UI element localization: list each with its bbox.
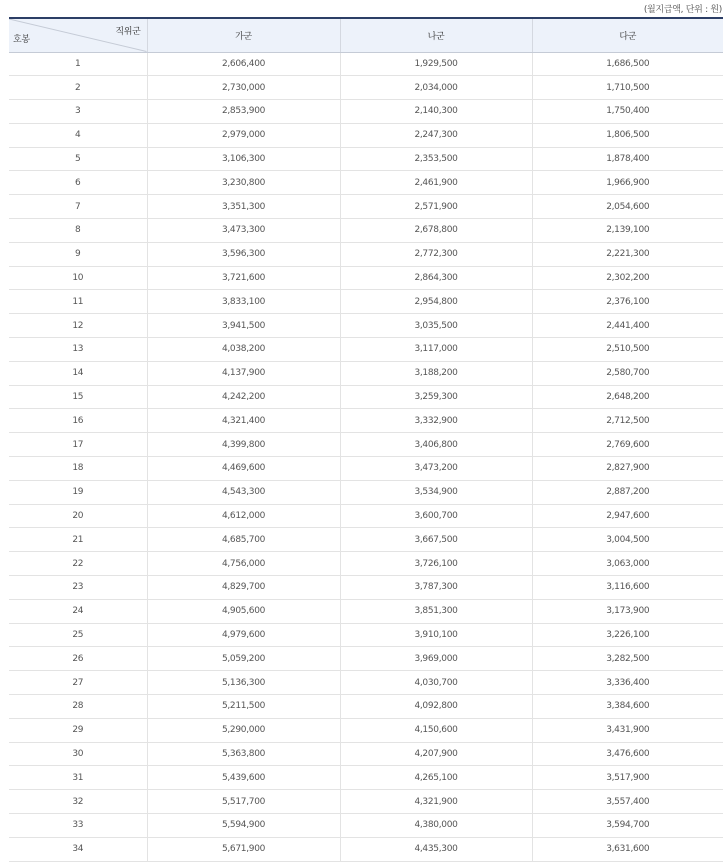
table-row [9, 195, 723, 219]
da-cell: 2,887,200 [532, 480, 723, 504]
da-cell: 2,302,200 [532, 266, 723, 290]
ga-cell: 3,230,800 [147, 171, 340, 195]
ga-cell: 3,473,300 [147, 219, 340, 243]
da-cell: 3,594,700 [532, 814, 723, 838]
step-cell: 26 [9, 647, 147, 671]
da-cell: 2,054,600 [532, 195, 723, 219]
step-cell: 8 [9, 219, 147, 243]
salary-table [9, 17, 723, 862]
ga-cell: 4,543,300 [147, 480, 340, 504]
ga-cell: 5,517,700 [147, 790, 340, 814]
grade-step-label: 호봉 [13, 34, 30, 45]
na-cell: 2,247,300 [340, 123, 532, 147]
step-cell: 16 [9, 409, 147, 433]
step-cell: 21 [9, 528, 147, 552]
table-row [9, 576, 723, 600]
na-cell: 2,034,000 [340, 76, 532, 100]
step-cell: 23 [9, 576, 147, 600]
step-cell: 27 [9, 671, 147, 695]
da-cell: 3,431,900 [532, 718, 723, 742]
na-cell: 4,030,700 [340, 671, 532, 695]
na-cell: 2,864,300 [340, 266, 532, 290]
step-cell: 7 [9, 195, 147, 219]
ga-cell: 3,106,300 [147, 147, 340, 171]
table-row [9, 409, 723, 433]
na-cell: 3,787,300 [340, 576, 532, 600]
na-cell: 3,910,100 [340, 623, 532, 647]
ga-cell: 4,829,700 [147, 576, 340, 600]
na-cell: 3,035,500 [340, 314, 532, 338]
da-cell: 3,336,400 [532, 671, 723, 695]
table-row [9, 290, 723, 314]
table-row [9, 338, 723, 362]
table-row [9, 671, 723, 695]
ga-cell: 4,038,200 [147, 338, 340, 362]
ga-cell: 4,685,700 [147, 528, 340, 552]
column-header-ga: 가군 [147, 18, 340, 52]
table-row [9, 623, 723, 647]
table-row [9, 814, 723, 838]
ga-cell: 2,979,000 [147, 123, 340, 147]
step-cell: 4 [9, 123, 147, 147]
table-row [9, 433, 723, 457]
table-row [9, 219, 723, 243]
step-cell: 32 [9, 790, 147, 814]
na-cell: 4,265,100 [340, 766, 532, 790]
ga-cell: 5,290,000 [147, 718, 340, 742]
da-cell: 1,878,400 [532, 147, 723, 171]
table-row [9, 718, 723, 742]
na-cell: 4,435,300 [340, 837, 532, 861]
na-cell: 3,969,000 [340, 647, 532, 671]
step-cell: 11 [9, 290, 147, 314]
ga-cell: 4,242,200 [147, 385, 340, 409]
table-row [9, 742, 723, 766]
da-cell: 2,376,100 [532, 290, 723, 314]
ga-cell: 2,730,000 [147, 76, 340, 100]
step-cell: 2 [9, 76, 147, 100]
table-row [9, 361, 723, 385]
da-cell: 3,226,100 [532, 623, 723, 647]
na-cell: 3,667,500 [340, 528, 532, 552]
table-row [9, 52, 723, 76]
step-cell: 22 [9, 552, 147, 576]
na-cell: 3,726,100 [340, 552, 532, 576]
step-cell: 20 [9, 504, 147, 528]
ga-cell: 5,363,800 [147, 742, 340, 766]
ga-cell: 3,721,600 [147, 266, 340, 290]
table-row [9, 790, 723, 814]
step-cell: 19 [9, 480, 147, 504]
ga-cell: 4,979,600 [147, 623, 340, 647]
na-cell: 2,353,500 [340, 147, 532, 171]
ga-cell: 5,671,900 [147, 837, 340, 861]
ga-cell: 4,321,400 [147, 409, 340, 433]
da-cell: 2,712,500 [532, 409, 723, 433]
step-cell: 24 [9, 599, 147, 623]
step-cell: 28 [9, 695, 147, 719]
da-cell: 2,769,600 [532, 433, 723, 457]
da-cell: 1,686,500 [532, 52, 723, 76]
table-row [9, 242, 723, 266]
ga-cell: 5,136,300 [147, 671, 340, 695]
na-cell: 3,534,900 [340, 480, 532, 504]
na-cell: 3,259,300 [340, 385, 532, 409]
table-row [9, 766, 723, 790]
step-cell: 34 [9, 837, 147, 861]
table-row [9, 837, 723, 861]
step-cell: 6 [9, 171, 147, 195]
ga-cell: 5,594,900 [147, 814, 340, 838]
step-cell: 1 [9, 52, 147, 76]
na-cell: 2,954,800 [340, 290, 532, 314]
ga-cell: 5,211,500 [147, 695, 340, 719]
da-cell: 3,004,500 [532, 528, 723, 552]
da-cell: 1,750,400 [532, 100, 723, 124]
ga-cell: 4,905,600 [147, 599, 340, 623]
da-cell: 3,517,900 [532, 766, 723, 790]
na-cell: 4,207,900 [340, 742, 532, 766]
na-cell: 3,473,200 [340, 457, 532, 481]
da-cell: 2,648,200 [532, 385, 723, 409]
na-cell: 3,600,700 [340, 504, 532, 528]
ga-cell: 3,833,100 [147, 290, 340, 314]
step-cell: 18 [9, 457, 147, 481]
na-cell: 1,929,500 [340, 52, 532, 76]
table-row [9, 76, 723, 100]
ga-cell: 4,756,000 [147, 552, 340, 576]
na-cell: 4,092,800 [340, 695, 532, 719]
ga-cell: 4,612,000 [147, 504, 340, 528]
da-cell: 3,173,900 [532, 599, 723, 623]
da-cell: 1,710,500 [532, 76, 723, 100]
ga-cell: 3,941,500 [147, 314, 340, 338]
step-cell: 33 [9, 814, 147, 838]
column-header-da: 다군 [532, 18, 723, 52]
header-corner-cell [9, 18, 147, 52]
table-row [9, 457, 723, 481]
table-row [9, 147, 723, 171]
table-row [9, 123, 723, 147]
ga-cell: 4,399,800 [147, 433, 340, 457]
da-cell: 2,139,100 [532, 219, 723, 243]
da-cell: 2,441,400 [532, 314, 723, 338]
da-cell: 1,966,900 [532, 171, 723, 195]
na-cell: 4,321,900 [340, 790, 532, 814]
table-row [9, 599, 723, 623]
da-cell: 3,557,400 [532, 790, 723, 814]
step-cell: 15 [9, 385, 147, 409]
table-row [9, 695, 723, 719]
da-cell: 3,063,000 [532, 552, 723, 576]
da-cell: 3,631,600 [532, 837, 723, 861]
da-cell: 3,116,600 [532, 576, 723, 600]
da-cell: 2,221,300 [532, 242, 723, 266]
table-row [9, 100, 723, 124]
table-header-row [9, 18, 723, 52]
step-cell: 3 [9, 100, 147, 124]
da-cell: 2,510,500 [532, 338, 723, 362]
step-cell: 25 [9, 623, 147, 647]
step-cell: 10 [9, 266, 147, 290]
ga-cell: 3,596,300 [147, 242, 340, 266]
table-row [9, 647, 723, 671]
da-cell: 3,282,500 [532, 647, 723, 671]
step-cell: 9 [9, 242, 147, 266]
step-cell: 29 [9, 718, 147, 742]
da-cell: 3,384,600 [532, 695, 723, 719]
na-cell: 3,851,300 [340, 599, 532, 623]
table-row [9, 528, 723, 552]
unit-note: (월지급액, 단위 : 원) [643, 5, 722, 15]
position-group-label: 직위군 [115, 27, 141, 37]
step-cell: 14 [9, 361, 147, 385]
step-cell: 13 [9, 338, 147, 362]
table-row [9, 552, 723, 576]
na-cell: 3,332,900 [340, 409, 532, 433]
da-cell: 2,580,700 [532, 361, 723, 385]
ga-cell: 2,606,400 [147, 52, 340, 76]
da-cell: 3,476,600 [532, 742, 723, 766]
na-cell: 4,380,000 [340, 814, 532, 838]
na-cell: 2,140,300 [340, 100, 532, 124]
da-cell: 1,806,500 [532, 123, 723, 147]
column-header-na: 나군 [340, 18, 532, 52]
step-cell: 31 [9, 766, 147, 790]
table-row [9, 385, 723, 409]
na-cell: 4,150,600 [340, 718, 532, 742]
ga-cell: 2,853,900 [147, 100, 340, 124]
step-cell: 12 [9, 314, 147, 338]
step-cell: 30 [9, 742, 147, 766]
table-row [9, 504, 723, 528]
table-row [9, 314, 723, 338]
na-cell: 2,571,900 [340, 195, 532, 219]
na-cell: 2,678,800 [340, 219, 532, 243]
na-cell: 3,406,800 [340, 433, 532, 457]
na-cell: 3,188,200 [340, 361, 532, 385]
da-cell: 2,827,900 [532, 457, 723, 481]
table-row [9, 266, 723, 290]
step-cell: 17 [9, 433, 147, 457]
na-cell: 2,772,300 [340, 242, 532, 266]
da-cell: 2,947,600 [532, 504, 723, 528]
table-row [9, 171, 723, 195]
ga-cell: 4,137,900 [147, 361, 340, 385]
ga-cell: 5,439,600 [147, 766, 340, 790]
ga-cell: 5,059,200 [147, 647, 340, 671]
na-cell: 3,117,000 [340, 338, 532, 362]
ga-cell: 4,469,600 [147, 457, 340, 481]
step-cell: 5 [9, 147, 147, 171]
table-row [9, 480, 723, 504]
na-cell: 2,461,900 [340, 171, 532, 195]
table-body [9, 52, 723, 861]
ga-cell: 3,351,300 [147, 195, 340, 219]
